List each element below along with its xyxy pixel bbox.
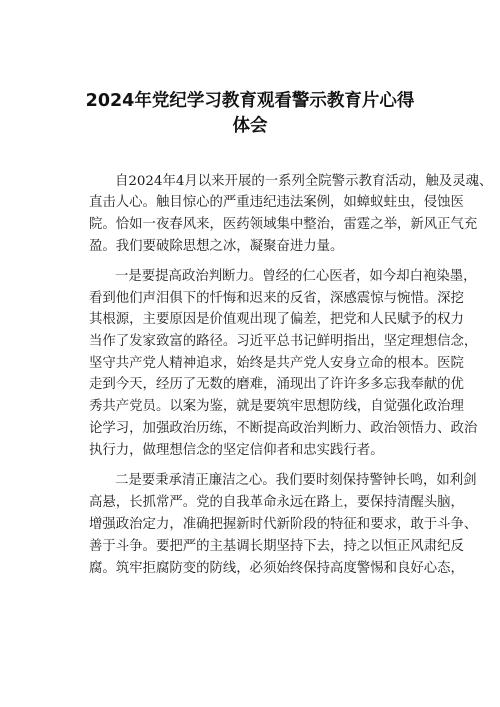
document-title-line-2: 体会 — [232, 116, 268, 136]
paragraph-2-line-8: 论学习，加强政治历练，不断提高政治判断力、政治领悟力、政治 — [89, 421, 478, 436]
paragraph-2-line-1: 一是要提高政治判断力。曾经的仁心医者，如今却白袍染墨， — [115, 269, 477, 284]
paragraph-1-line-1: 自2024年4月以来开展的一系列全院警示教育活动，触及灵魂、 — [115, 174, 493, 189]
paragraph-3-line-2: 高悬，长抓常严。党的自我革命永远在路上，要保持清醒头脑， — [89, 495, 464, 510]
paragraph-1-line-4: 盈。我们要破除思想之冰，凝聚奋进力量。 — [89, 239, 344, 254]
paragraph-2-line-3: 其根源，主要原因是价值观出现了偏差，把党和人民赋予的权力 — [89, 312, 464, 327]
paragraph-2-line-6: 走到今天，经历了无数的磨难，涌现出了许许多多忘我奉献的优 — [89, 377, 464, 392]
paragraph-3-line-4: 善于斗争。要把严的主基调长期坚持下去，持之以恒正风肃纪反 — [89, 539, 464, 554]
paragraph-3-line-5: 腐。筑牢拒腐防变的防线，必须始终保持高度警惕和良好心态， — [89, 561, 464, 576]
paragraph-2-line-9: 执行力，做理想信念的坚定信仰者和忠实践行者。 — [89, 443, 384, 458]
paragraph-2-line-4: 当作了发家致富的路径。习近平总书记鲜明指出，坚定理想信念， — [89, 334, 478, 349]
paragraph-2-line-5: 坚守共产党人精神追求，始终是共产党人安身立命的根本。医院 — [89, 356, 464, 371]
document-title-line-1: 2024年党纪学习教育观看警示教育片心得 — [85, 91, 415, 111]
paragraph-3-line-3: 增强政治定力，准确把握新时代新阶段的特征和要求，敢于斗争、 — [89, 517, 478, 532]
paragraph-3-line-1: 二是要秉承清正廉洁之心。我们要时刻保持警钟长鸣，如利剑 — [115, 473, 477, 488]
paragraph-2-line-7: 秀共产党员。以案为鉴，就是要筑牢思想防线，自觉强化政治理 — [89, 399, 464, 414]
paragraph-2-line-2: 看到他们声泪俱下的忏悔和迟来的反省，深感震惊与惋惜。深挖 — [89, 291, 464, 306]
paragraph-1-line-3: 院。恰如一夜春风来，医药领域集中整治，雷霆之举，新风正气充 — [89, 217, 478, 232]
paragraph-1-line-2: 直击人心。触目惊心的严重违纪违法案例，如蟑蚁蛀虫，侵蚀医 — [89, 195, 464, 210]
